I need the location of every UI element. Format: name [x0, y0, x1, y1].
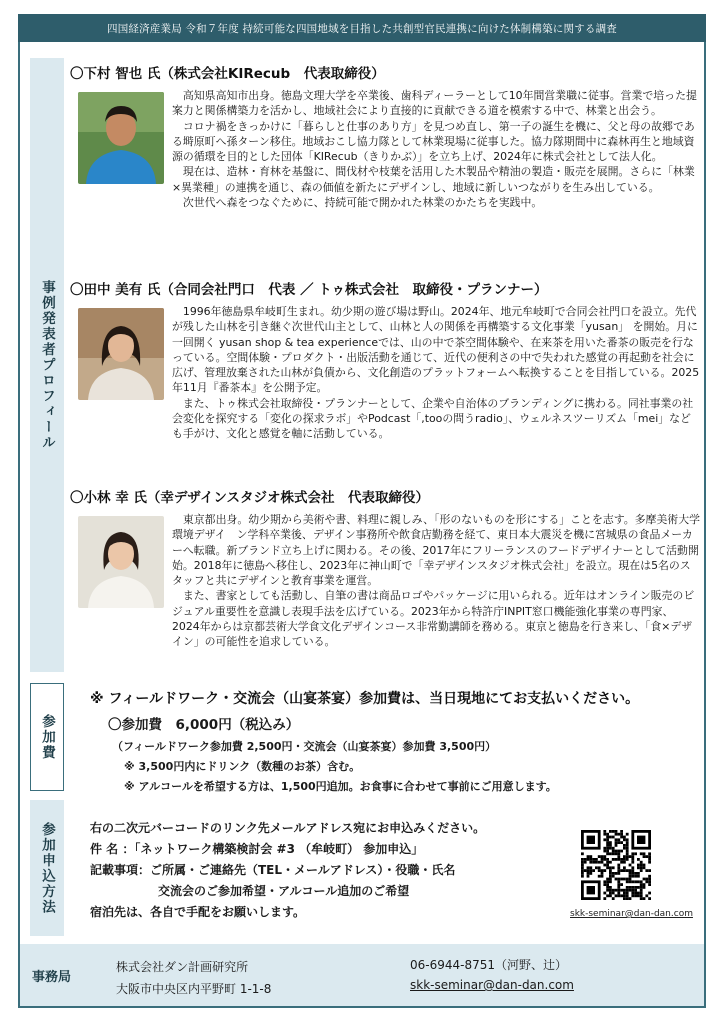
- profile-kobayashi: [70, 486, 700, 650]
- fee-block: [90, 688, 700, 794]
- bio-paragraph: また、トゥ株式会社取締役・プランナーとして、企業や自治体のブランディングに携わる。同社事業の社会変化を探究する「変化の探求ラボ」やPodcast「,tooの問うradio」、ウェルネスツーリズム「mei」なども手がけ、文化と感覚を軸に活動している。: [172, 396, 694, 441]
- office-phone: 06-6944-8751（河野、辻）: [410, 958, 568, 972]
- header-bar: [18, 14, 706, 42]
- header-title: 四国経済産業局 令和７年度 持続可能な四国地域を目指した共創型官民連携に向けた体制構築に関する調査: [107, 22, 617, 35]
- office-email-link[interactable]: skk-seminar@dan-dan.com: [410, 978, 574, 992]
- office-address: 大阪市中央区内平野町 1-1-8: [116, 982, 272, 996]
- apply-section-label: 参加申込方法: [30, 800, 64, 936]
- apply-required-fields-2: 交流会のご参加希望・アルコール追加のご希望: [158, 884, 410, 898]
- profile-name: 〇下村 智也 氏（株式会社KIRecub 代表取締役）: [70, 66, 385, 82]
- profile-tanaka: [70, 278, 700, 442]
- office-label: 事務局: [32, 970, 72, 985]
- bio-paragraph: 東京都出身。幼少期から美術や書、料理に親しみ、「形のないものを形にする」ことを志す。多摩美術大学環境デザイ ン学科卒業後、デザイン事務所や飲食店勤務を経て、東日本大震災を機に宮城県の食品メーカーへ転職。新ブランド立ち上げに関わる。その後、2017年にフリーランスのフードデザイナーとして活動開始。2018年に徳島へ移住し、2023年に神山町で「幸デザインスタジオ株式会社」を設立。現在は5名のスタッフと共にデザインと教育事業を運営。: [172, 513, 700, 588]
- portrait-photo: [78, 308, 164, 400]
- office-bar: [20, 944, 704, 1006]
- profile-bio: [172, 512, 700, 650]
- bio-paragraph: 次世代へ森をつなぐために、持続可能で開かれた林業のかたちを実践中。: [182, 196, 543, 210]
- fee-section-label: 参加費: [30, 683, 64, 791]
- profile-bio: [172, 88, 700, 210]
- office-name: 株式会社ダン計画研究所: [116, 960, 249, 974]
- portrait-photo: [78, 92, 164, 184]
- bio-paragraph: 高知県高知市出身。徳島文理大学を卒業後、歯科ディーラーとして10年間営業職に従事。営業で培った提案力と関係構築力を活かし、地域社会により直接的に貢献できる道を模索する中で、林業と出会う。: [172, 89, 697, 118]
- profile-shimomura: [70, 62, 700, 210]
- qr-code-icon[interactable]: [581, 830, 651, 900]
- apply-subject: 件 名 ：「ネットワーク構築検討会 #3 （牟岐町） 参加申込」: [90, 842, 424, 856]
- fee-title: ※ フィールドワーク・交流会（山宴茶宴）参加費は、当日現地にてお支払いください。: [90, 691, 640, 707]
- bio-paragraph: 1996年徳島県牟岐町生まれ。幼少期の遊び場は野山。2024年、地元牟岐町で合同会社門口を設立。先代が残した山林を引き継ぐ次世代山主として、山林と人の関係を再構築する文化事業「yusan」 を開始。月に一回開く yusan shop & tea experienceでは、山の中で茶空間体験や、在来茶を用いた番茶の販売を行なっている。空間体験・プロダクト・出版活動を通じて、近代の便利さの中で失われた感覚の再起動を社会に広げ、管理放棄された山林が負債から、文化創造のプラットフォームへ転換することを目指している。2025年11月『番茶本』を公開予定。: [172, 305, 700, 395]
- apply-lodging-note: 宿泊先は、各自で手配をお願いします。: [90, 905, 306, 919]
- portrait-photo: [78, 516, 164, 608]
- profile-name: 〇小林 幸 氏（幸デザインスタジオ株式会社 代表取締役）: [70, 490, 430, 506]
- profile-name: 〇田中 美有 氏（合同会社門口 代表 ／ トゥ株式会社 取締役・プランナー）: [70, 282, 548, 298]
- bio-paragraph: コロナ禍をきっかけに「暮らしと仕事のあり方」を見つめ直し、第一子の誕生を機に、父と母の故郷である塒原町へ孫ターン移住。地域おこし協力隊として林業現場に従事した。協力隊期間中に森林再生と地域資源の循環を目的とした団体「KIRecub（きりかぶ）」を立ち上げ、2024年に株式会社として法人化。: [172, 119, 695, 164]
- apply-required-fields: 記載事項：ご所属・ご連絡先（TEL・メールアドレス）・役職・氏名: [90, 863, 456, 877]
- fee-note-drink: ※ 3,500円内にドリンク（数種のお茶）含む。: [124, 760, 361, 773]
- apply-instruction: 右の二次元バーコードのリンク先メールアドレス宛にお申込みください。: [90, 821, 486, 835]
- qr-email-link[interactable]: skk-seminar@dan-dan.com: [570, 909, 693, 919]
- fee-note-alcohol: ※ アルコールを希望する方は、1,500円追加。お食事に合わせて事前にご用意します。: [124, 780, 557, 793]
- fee-breakdown: （フィールドワーク参加費 2,500円・交流会（山宴茶宴）参加費 3,500円）: [112, 740, 497, 753]
- profile-section-label: 事例発表者プロフィール: [30, 58, 64, 672]
- profile-bio: [172, 304, 700, 442]
- fee-amount: 〇参加費 6,000円（税込み）: [108, 717, 300, 733]
- apply-block: [90, 818, 570, 923]
- bio-paragraph: また、書家としても活動し、自筆の書は商品ロゴやパッケージに用いられる。近年はオンライン販売のビジュアル重要性を意識し表現手法を広げている。2023年から特許庁INPIT窓口機能強化事業の専門家、2024年からは京都芸術大学食文化デザインコース非常勤講師を務める。東京と徳島を行き来し、「食×デザイン」の可能性を追求している。: [172, 589, 695, 649]
- bio-paragraph: 現在は、造林・育林を基盤に、間伐材や枝葉を活用した木製品や精油の製造・販売を展開。さらに「林業×異業種」の連携を通じ、森の価値を新たにデザインし、地域に新しいつながりを生み出している。: [172, 165, 695, 194]
